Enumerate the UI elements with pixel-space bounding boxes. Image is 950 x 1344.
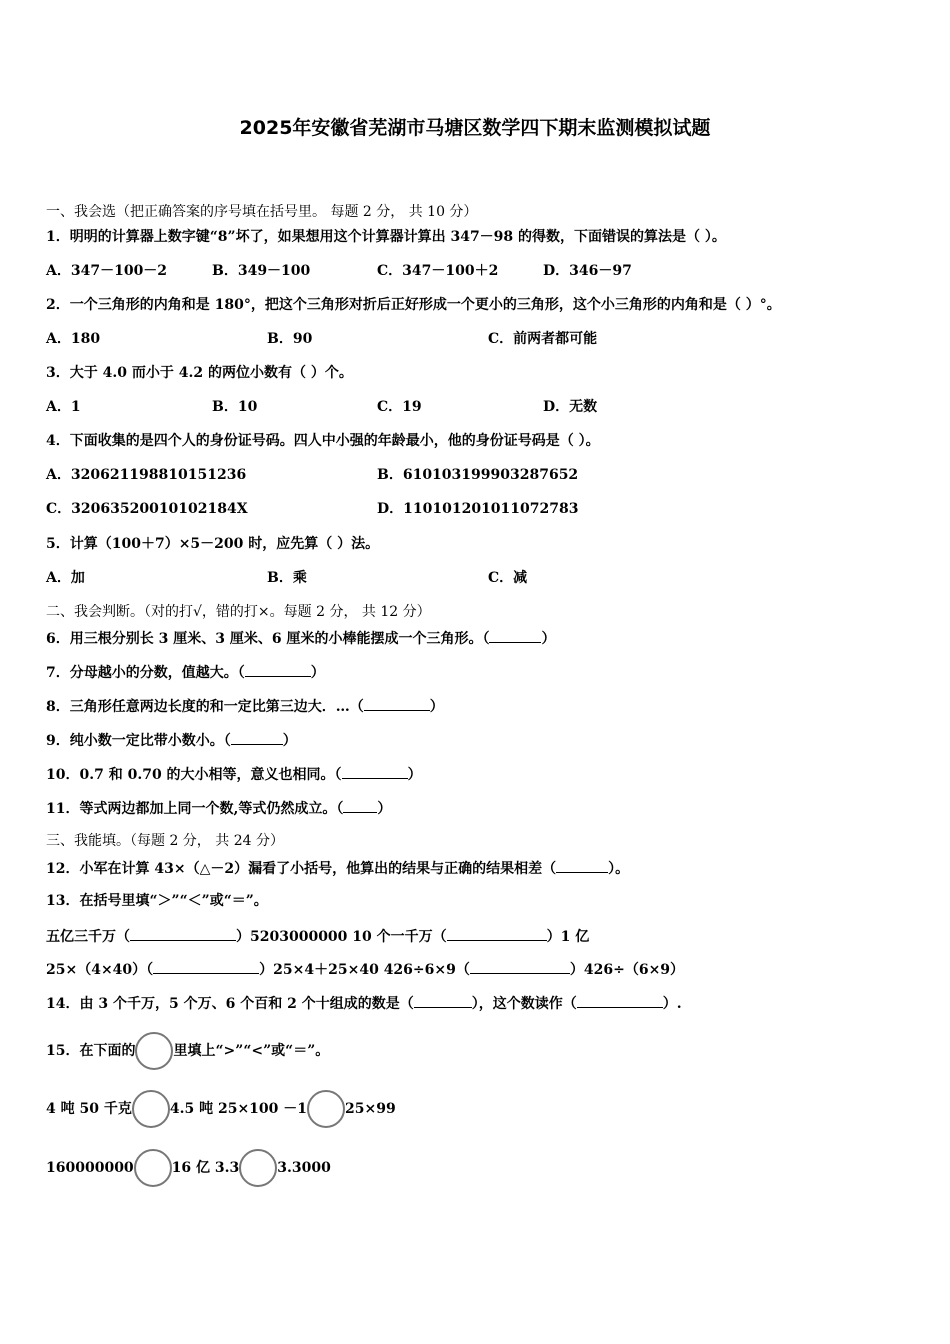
q13-r1-part-c: ）1 亿 [546,929,590,945]
q7-close: ） [310,665,325,681]
q13-r2-blank-1[interactable] [153,959,259,974]
section-3-heading: 三、我能填。（每题 2 分， 共 24 分） [46,833,284,849]
q1-option-d: D．346－97 [543,263,632,279]
q13-r2-part-b: ）25×4＋25×40 426÷6×9（ [259,962,470,978]
q9-answer-blank[interactable] [231,730,283,745]
q15-row-2 [46,1149,331,1187]
q2-option-b: B．90 [267,331,313,347]
q8-text: 8．三角形任意两边长度的和一定比第三边大．…（ [46,699,364,715]
q13-r1-blank-1[interactable] [130,926,236,941]
q14-text: 14．由 3 个千万，5 个万、6 个百和 2 个十组成的数是（ [46,996,414,1012]
q2-option-a: A．180 [46,331,101,347]
q6-close: ） [541,631,556,647]
q1-option-b: B．349－100 [212,263,311,279]
q4-option-a: A．320621198810151236 [46,467,247,483]
q13-r2-part-c: ）426÷（6×9） [569,962,685,978]
q13-r1-blank-2[interactable] [447,926,547,941]
q9-text: 9．纯小数一定比带小数小。（ [46,733,231,749]
question-6 [46,628,555,648]
q14-close: ）. [662,996,682,1012]
question-7 [46,662,325,682]
q15-row-1 [46,1090,396,1128]
q15-r2-circle-2[interactable] [239,1149,277,1187]
question-14 [46,993,682,1013]
q13-r2-blank-2[interactable] [470,959,570,974]
q9-close: ） [282,733,297,749]
q1-option-c: C．347－100＋2 [377,263,499,279]
q4-option-c: C．32063520010102184X [46,501,248,517]
question-5: 5．计算（100＋7）×5－200 时，应先算（ ）法。 [46,536,380,552]
q6-answer-blank[interactable] [489,628,541,643]
q15-r2-part-b: 16 亿 3.3 [171,1160,240,1176]
q4-option-b: B．610103199903287652 [377,467,579,483]
question-3: 3．大于 4.0 而小于 4.2 的两位小数有（ ）个。 [46,365,353,381]
q13-row-1 [46,926,589,946]
question-15 [46,1032,329,1070]
q14-blank-1[interactable] [414,993,472,1008]
question-9 [46,730,297,750]
section-1-heading: 一、我会选（把正确答案的序号填在括号里。 每题 2 分， 共 10 分） [46,204,478,220]
q8-close: ） [429,699,444,715]
q5-option-a: A．加 [46,570,85,586]
q3-option-d: D．无数 [543,399,598,415]
q11-answer-blank[interactable] [343,798,377,813]
q13-row-2 [46,959,684,979]
q10-text: 10．0.7 和 0.70 的大小相等，意义也相同。（ [46,767,342,783]
q15-r1-circle-2[interactable] [307,1090,345,1128]
q1-option-a: A．347－100－2 [46,263,168,279]
q15-r1-part-b: 4.5 吨 25×100 －1 [169,1101,308,1117]
question-1: 1．明明的计算器上数字键“8”坏了，如果想用这个计算器计算出 347－98 的得数，下面错误的算法是（ ）。 [46,229,726,245]
q12-answer-blank[interactable] [556,858,608,873]
q8-answer-blank[interactable] [364,696,430,711]
q12-close: ）。 [608,861,630,877]
q4-option-d: D．110101201011072783 [377,501,579,517]
question-8 [46,696,444,716]
q2-option-c: C．前两者都可能 [488,331,598,347]
q15-r1-part-c: 25×99 [345,1101,396,1117]
q13-r1-part-b: ）5203000000 10 个一千万（ [236,929,447,945]
q3-option-a: A．1 [46,399,81,415]
q5-option-b: B．乘 [267,570,307,586]
question-4: 4．下面收集的是四个人的身份证号码。四人中小强的年龄最小，他的身份证号码是（ ）。 [46,433,600,449]
page-title: 2025年安徽省芜湖市马塘区数学四下期末监测模拟试题 [239,117,711,139]
q11-text: 11．等式两边都加上同一个数,等式仍然成立。（ [46,801,344,817]
q15-r2-part-c: 3.3000 [277,1160,331,1176]
q11-close: ） [377,801,392,817]
q14-blank-2[interactable] [577,993,663,1008]
q15-text: 15．在下面的 [46,1043,136,1059]
q13-r1-part-a: 五亿三千万（ [46,929,130,945]
q6-text: 6．用三根分别长 3 厘米、3 厘米、6 厘米的小棒能摆成一个三角形。（ [46,631,490,647]
q10-close: ） [407,767,422,783]
question-2: 2．一个三角形的内角和是 180°，把这个三角形对折后正好形成一个更小的三角形，这个小三角形的内角和是（ ）°。 [46,297,781,313]
q12-text: 12．小军在计算 43×（△－2）漏看了小括号，他算出的结果与正确的结果相差（ [46,861,557,877]
q3-option-c: C．19 [377,399,422,415]
question-13: 13．在括号里填“＞”“＜”或“＝”。 [46,893,268,909]
question-10 [46,764,422,784]
q7-text: 7．分母越小的分数，值越大。（ [46,665,245,681]
q7-answer-blank[interactable] [245,662,311,677]
q10-answer-blank[interactable] [342,764,408,779]
q15-r1-part-a: 4 吨 50 千克 [46,1101,132,1117]
q5-option-c: C．减 [488,570,528,586]
q14-mid: ），这个数读作（ [471,996,577,1012]
question-12 [46,858,629,878]
section-2-heading: 二、我会判断。（对的打√，错的打×。每题 2 分， 共 12 分） [46,604,431,620]
q15-r2-circle-1[interactable] [134,1149,172,1187]
q15-text-end: 里填上“>”“<”或“＝”。 [173,1043,330,1059]
q15-r2-part-a: 160000000 [46,1160,134,1176]
question-11 [46,798,391,818]
q3-option-b: B．10 [212,399,258,415]
circle-blank-icon [135,1032,173,1070]
q15-r1-circle-1[interactable] [132,1090,170,1128]
q13-r2-part-a: 25×（4×40）（ [46,962,154,978]
